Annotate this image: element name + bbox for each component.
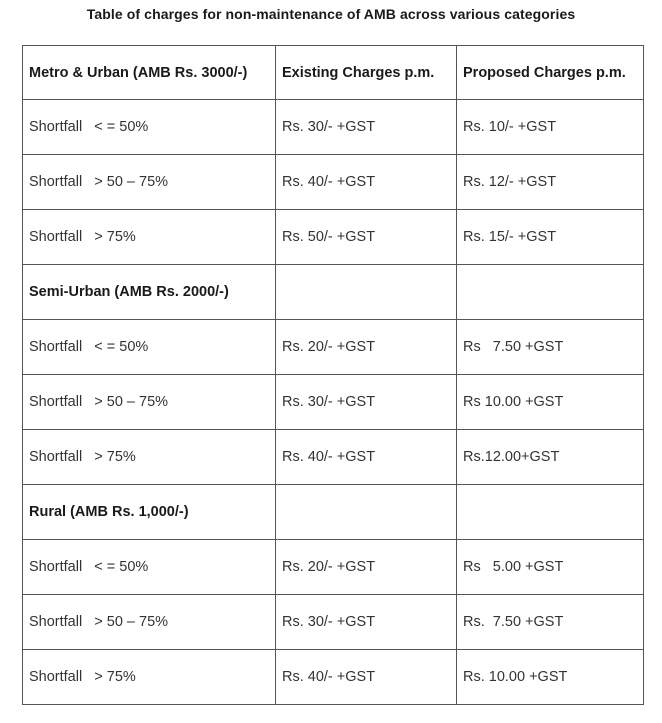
shortfall-cell: Shortfall > 50 – 75%	[23, 155, 276, 210]
empty-cell	[276, 265, 457, 320]
empty-cell	[457, 265, 644, 320]
empty-cell	[457, 485, 644, 540]
section-row-rural	[23, 485, 644, 540]
table-row	[23, 320, 644, 375]
section-row-semi-urban	[23, 265, 644, 320]
existing-charge-cell: Rs. 30/- +GST	[276, 100, 457, 155]
proposed-charge-cell: Rs. 10.00 +GST	[457, 650, 644, 705]
table-row	[23, 375, 644, 430]
shortfall-cell: Shortfall < = 50%	[23, 540, 276, 595]
header-existing-charges: Existing Charges p.m.	[276, 46, 457, 100]
proposed-charge-cell: Rs. 12/- +GST	[457, 155, 644, 210]
existing-charge-cell: Rs. 40/- +GST	[276, 650, 457, 705]
shortfall-cell: Shortfall > 75%	[23, 650, 276, 705]
proposed-charge-cell: Rs. 15/- +GST	[457, 210, 644, 265]
existing-charge-cell: Rs. 40/- +GST	[276, 155, 457, 210]
section-label-rural: Rural (AMB Rs. 1,000/-)	[23, 485, 276, 540]
shortfall-cell: Shortfall < = 50%	[23, 100, 276, 155]
header-category: Metro & Urban (AMB Rs. 3000/-)	[23, 46, 276, 100]
shortfall-cell: Shortfall < = 50%	[23, 320, 276, 375]
header-proposed-charges: Proposed Charges p.m.	[457, 46, 644, 100]
existing-charge-cell: Rs. 30/- +GST	[276, 375, 457, 430]
proposed-charge-cell: Rs 5.00 +GST	[457, 540, 644, 595]
shortfall-cell: Shortfall > 50 – 75%	[23, 375, 276, 430]
table-row	[23, 540, 644, 595]
existing-charge-cell: Rs. 40/- +GST	[276, 430, 457, 485]
table-row	[23, 100, 644, 155]
shortfall-cell: Shortfall > 50 – 75%	[23, 595, 276, 650]
table-row	[23, 650, 644, 705]
table-row	[23, 155, 644, 210]
proposed-charge-cell: Rs 7.50 +GST	[457, 320, 644, 375]
proposed-charge-cell: Rs 10.00 +GST	[457, 375, 644, 430]
table-title: Table of charges for non-maintenance of AMB across various categories	[86, 6, 576, 22]
existing-charge-cell: Rs. 30/- +GST	[276, 595, 457, 650]
shortfall-cell: Shortfall > 75%	[23, 210, 276, 265]
charges-table	[22, 45, 644, 705]
proposed-charge-cell: Rs. 10/- +GST	[457, 100, 644, 155]
header-row	[23, 46, 644, 100]
existing-charge-cell: Rs. 50/- +GST	[276, 210, 457, 265]
existing-charge-cell: Rs. 20/- +GST	[276, 320, 457, 375]
existing-charge-cell: Rs. 20/- +GST	[276, 540, 457, 595]
section-label-semi-urban: Semi-Urban (AMB Rs. 2000/-)	[23, 265, 276, 320]
table-row	[23, 595, 644, 650]
table-row	[23, 210, 644, 265]
empty-cell	[276, 485, 457, 540]
proposed-charge-cell: Rs.12.00+GST	[457, 430, 644, 485]
table-row	[23, 430, 644, 485]
shortfall-cell: Shortfall > 75%	[23, 430, 276, 485]
proposed-charge-cell: Rs. 7.50 +GST	[457, 595, 644, 650]
